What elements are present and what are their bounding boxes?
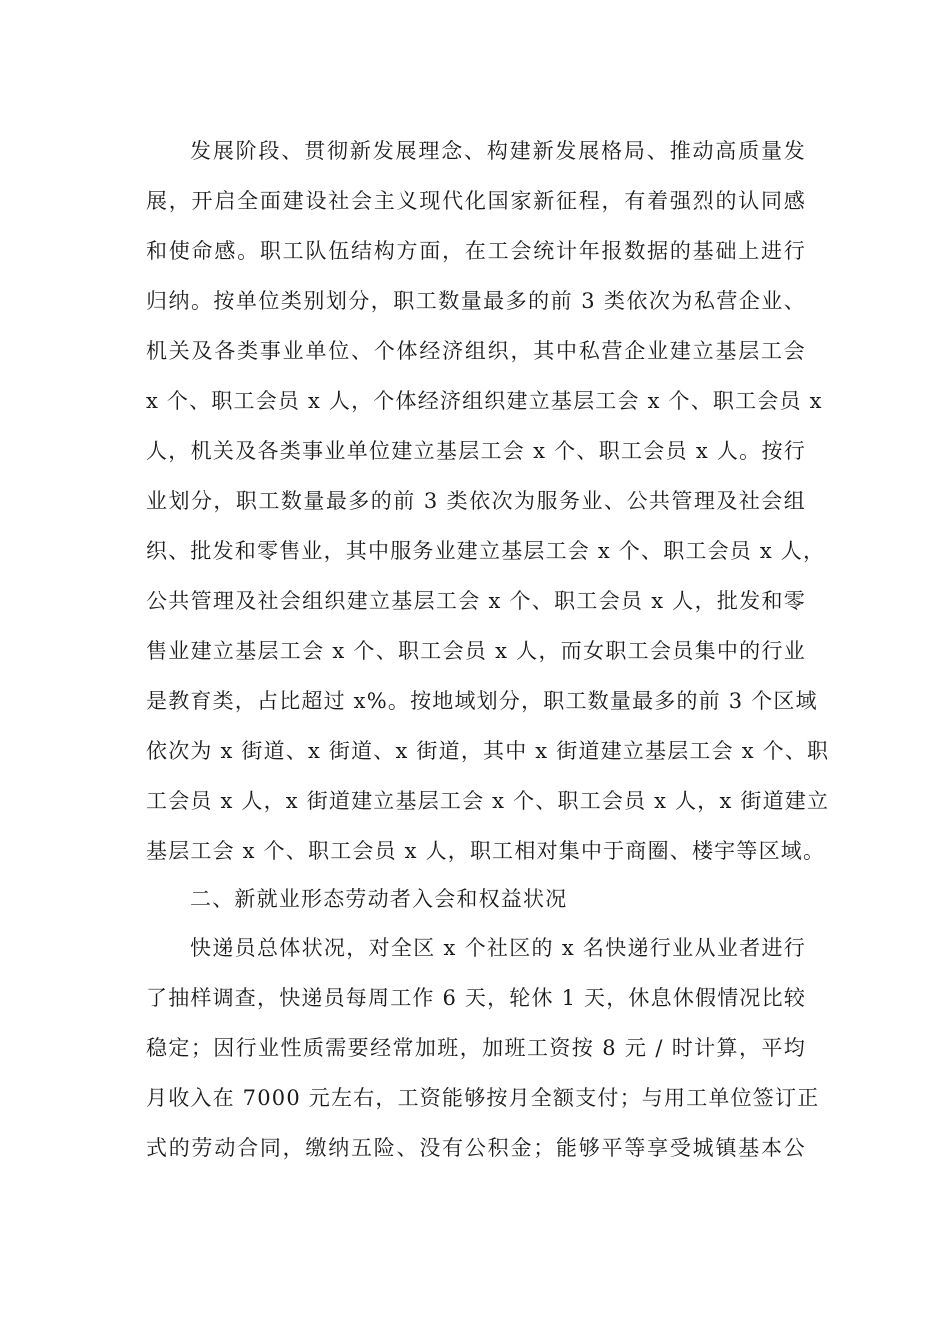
paragraph-line: 售业建立基层工会 x 个、职工会员 x 人，而女职工会员集中的行业 (146, 639, 806, 663)
paragraph-line: 发展阶段、贯彻新发展理念、构建新发展格局、推动高质量发 (190, 139, 806, 163)
paragraph-line: 机关及各类事业单位、个体经济组织，其中私营企业建立基层工会 (146, 339, 806, 363)
paragraph-line: 人，机关及各类事业单位建立基层工会 x 个、职工会员 x 人。按行 (146, 439, 806, 463)
paragraph-line: 快递员总体状况，对全区 x 个社区的 x 名快递行业从业者进行 (190, 936, 806, 960)
section-heading: 二、新就业形态劳动者入会和权益状况 (190, 887, 568, 911)
paragraph-line: 展，开启全面建设社会主义现代化国家新征程，有着强烈的认同感 (146, 189, 806, 213)
paragraph-line: 稳定；因行业性质需要经常加班，加班工资按 8 元 / 时计算，平均 (146, 1036, 806, 1060)
paragraph-line: 是教育类，占比超过 x%。按地域划分，职工数量最多的前 3 个区域 (146, 689, 818, 713)
paragraph-line: 基层工会 x 个、职工会员 x 人，职工相对集中于商圈、楼宇等区域。 (146, 839, 826, 863)
paragraph-line: 式的劳动合同，缴纳五险、没有公积金；能够平等享受城镇基本公 (146, 1136, 806, 1160)
paragraph-line: x 个、职工会员 x 人，个体经济组织建立基层工会 x 个、职工会员 x (146, 389, 823, 413)
paragraph-line: 月收入在 7000 元左右，工资能够按月全额支付；与用工单位签订正 (146, 1086, 820, 1110)
paragraph-line: 了抽样调查，快递员每周工作 6 天，轮休 1 天，休息休假情况比较 (146, 986, 807, 1010)
paragraph-line: 工会员 x 人，x 街道建立基层工会 x 个、职工会员 x 人，x 街道建立 (146, 789, 830, 813)
paragraph-line: 织、批发和零售业，其中服务业建立基层工会 x 个、职工会员 x 人， (146, 539, 826, 563)
paragraph-line: 和使命感。职工队伍结构方面，在工会统计年报数据的基础上进行 (146, 239, 806, 263)
paragraph-line: 业划分，职工数量最多的前 3 类依次为服务业、公共管理及社会组 (146, 489, 806, 513)
paragraph-line: 归纳。按单位类别划分，职工数量最多的前 3 类依次为私营企业、 (146, 289, 806, 313)
paragraph-line: 依次为 x 街道、x 街道、x 街道，其中 x 街道建立基层工会 x 个、职 (146, 739, 830, 763)
paragraph-line: 公共管理及社会组织建立基层工会 x 个、职工会员 x 人，批发和零 (146, 589, 806, 613)
